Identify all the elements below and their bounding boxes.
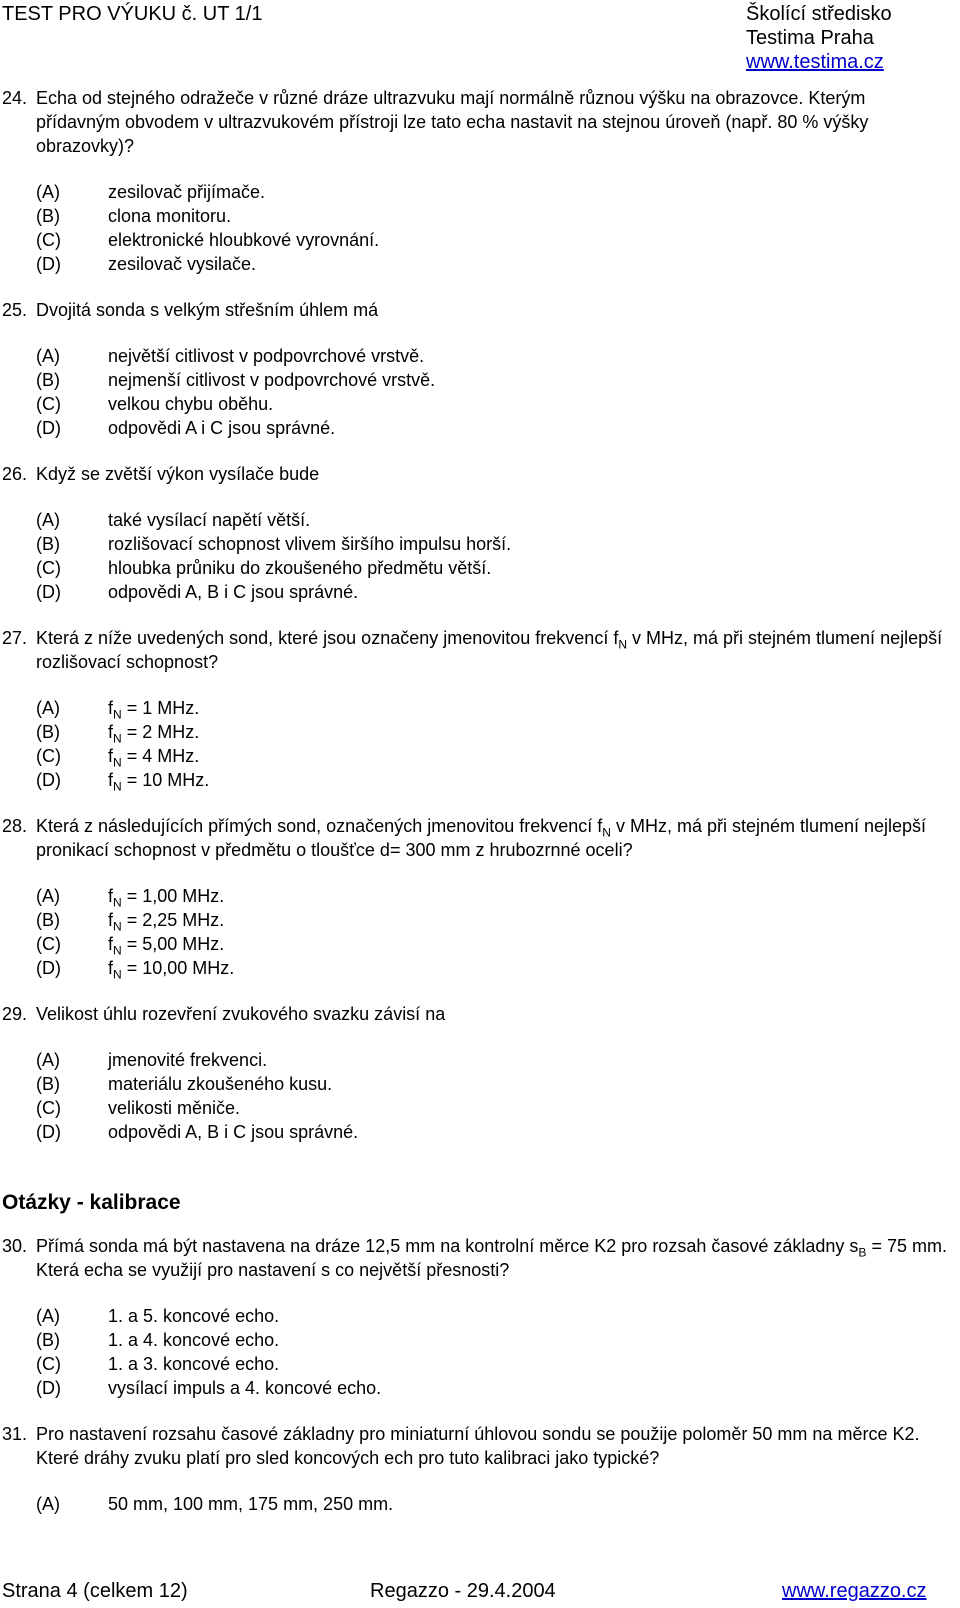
option-a [0,1304,960,1328]
option-c [0,1096,960,1120]
option-b [0,1072,960,1096]
option-c [0,1352,960,1376]
option-a [0,1492,960,1516]
answer-options [0,344,960,440]
question-number: 24. [2,88,28,108]
answer-options [0,180,960,276]
option-letter: (C) [36,1354,61,1374]
option-text-part: = 10 MHz. [121,770,210,790]
option-letter: (C) [36,934,61,954]
question-text-part: v MHz, má při stejném tlumení nejlepší pronikací schopnost v předmětu o tloušťce d= 300 mm z hrubozrnné oceli? [36,816,927,860]
option-d [0,768,960,792]
question-text [36,1234,954,1282]
option-a [0,884,960,908]
answer-options [0,884,960,980]
option-text-part: f [108,958,114,978]
option-letter: (A) [36,1050,60,1070]
question-number: 26. [2,464,28,484]
question-text-part: Která z následujících přímých sond, označených jmenovitou frekvencí f [36,816,603,836]
option-text: clona monitoru. [108,206,232,226]
option-text-part: f [108,722,114,742]
option-text: odpovědi A i C jsou správné. [108,418,336,438]
question-text-part: Přímá sonda má být nastavena na dráze 12,5 mm na kontrolní měrce K2 pro rozsah časové základny s [36,1236,859,1256]
option-c [0,228,960,252]
question-text [36,814,954,862]
option-text [108,720,960,744]
option-text-part: f [108,910,114,930]
option-text-part: f [108,886,114,906]
question-number: 25. [2,300,28,320]
option-text: velikosti měniče. [108,1098,241,1118]
option-letter: (B) [36,534,60,554]
option-letter: (A) [36,510,60,530]
question-27 [0,626,960,792]
question-28 [0,814,960,980]
question-text: Pro nastavení rozsahu časové základny pro miniaturní úhlovou sondu se použije poloměr 50 mm na měrce K2. Které dráhy zvuku platí pro sled koncových ech pro tuto kalibraci jako typické? [36,1424,920,1468]
option-a [0,180,960,204]
subscript: N [113,967,122,982]
answer-options [0,508,960,604]
option-letter: (C) [36,1098,61,1118]
option-a [0,508,960,532]
option-b [0,368,960,392]
option-d [0,1376,960,1400]
option-text: také vysílací napětí větší. [108,510,311,530]
question-24 [0,86,960,276]
question-26 [0,462,960,604]
option-text: nejmenší citlivost v podpovrchové vrstvě. [108,370,436,390]
option-text: 50 mm, 100 mm, 175 mm, 250 mm. [108,1494,394,1514]
question-text-part: Která z níže uvedených sond, které jsou označeny jmenovitou frekvencí f [36,628,619,648]
option-letter: (D) [36,254,61,274]
option-d [0,252,960,276]
answer-options [0,1304,960,1400]
option-letter: (B) [36,722,60,742]
option-text: hloubka průniku do zkoušeného předmětu větší. [108,558,492,578]
option-letter: (B) [36,910,60,930]
page-footer [2,1578,958,1604]
option-letter: (A) [36,886,60,906]
option-text: zesilovač přijímače. [108,182,266,202]
subscript: N [113,779,122,794]
subscript: B [858,1245,867,1260]
option-text: odpovědi A, B i C jsou správné. [108,582,359,602]
option-text [108,768,960,792]
option-c [0,932,960,956]
option-text: odpovědi A, B i C jsou správné. [108,1122,359,1142]
option-text-part: f [108,770,114,790]
option-text-part: = 4 MHz. [121,746,200,766]
option-text-part: = 10,00 MHz. [121,958,235,978]
option-letter: (D) [36,958,61,978]
option-text: zesilovač vysilače. [108,254,257,274]
question-text-part: v MHz, má při stejném tlumení nejlepší rozlišovací schopnost? [36,628,943,672]
option-letter: (D) [36,582,61,602]
subscript: N [113,707,122,722]
option-text-part: = 5,00 MHz. [121,934,225,954]
subscript: N [602,825,611,840]
question-text-part: = 75 mm. Která echa se využijí pro nastavení s co největší přesnosti? [36,1236,947,1280]
header-website-link[interactable]: www.testima.cz [746,51,884,73]
option-letter: (C) [36,746,61,766]
footer-author-date: Regazzo - 29.4.2004 [370,1580,556,1602]
option-text [108,744,960,768]
option-text [108,956,960,980]
question-text: Dvojitá sonda s velkým střešním úhlem má [36,300,379,320]
option-text-part: = 2,25 MHz. [121,910,225,930]
option-letter: (C) [36,394,61,414]
option-letter: (A) [36,182,60,202]
option-a [0,344,960,368]
option-letter: (C) [36,558,61,578]
header-org-line2: Testima Praha [746,27,874,49]
question-number: 30. [2,1236,28,1256]
option-d [0,416,960,440]
question-number: 28. [2,816,28,836]
header-title: TEST PRO VÝUKU č. UT 1/1 [2,3,263,25]
question-text: Když se zvětší výkon vysílače bude [36,464,320,484]
option-text: velkou chybu oběhu. [108,394,274,414]
option-letter: (D) [36,418,61,438]
option-text: největší citlivost v podpovrchové vrstvě. [108,346,425,366]
option-text [108,908,960,932]
option-text-part: = 2 MHz. [121,722,200,742]
footer-page-number: Strana 4 (celkem 12) [2,1580,188,1602]
option-c [0,392,960,416]
option-text-part: f [108,746,114,766]
option-text: 1. a 5. koncové echo. [108,1306,280,1326]
question-text [36,626,954,674]
option-b [0,908,960,932]
option-a [0,696,960,720]
subscript: N [618,637,627,652]
option-letter: (A) [36,1306,60,1326]
subscript: N [113,943,122,958]
header-org-line1: Školící středisko [746,3,892,25]
option-c [0,744,960,768]
question-25 [0,298,960,440]
answer-options [0,696,960,792]
option-letter: (C) [36,230,61,250]
subscript: N [113,731,122,746]
option-d [0,956,960,980]
option-text [108,884,960,908]
question-31 [0,1422,960,1516]
option-letter: (B) [36,206,60,226]
option-text: vysílací impuls a 4. koncové echo. [108,1378,382,1398]
option-b [0,204,960,228]
option-b [0,720,960,744]
option-d [0,1120,960,1144]
option-text-part: f [108,698,114,718]
option-text [108,932,960,956]
option-text: 1. a 4. koncové echo. [108,1330,280,1350]
option-letter: (D) [36,1378,61,1398]
footer-website-link[interactable]: www.regazzo.cz [782,1580,927,1602]
option-text: materiálu zkoušeného kusu. [108,1074,333,1094]
option-text: 1. a 3. koncové echo. [108,1354,280,1374]
option-letter: (B) [36,1330,60,1350]
section-heading: Otázky - kalibrace [2,1191,181,1214]
option-text-part: = 1 MHz. [121,698,200,718]
option-letter: (B) [36,370,60,390]
option-text: jmenovité frekvenci. [108,1050,268,1070]
answer-options [0,1048,960,1144]
option-c [0,556,960,580]
option-text-part: f [108,934,114,954]
question-text: Echa od stejného odražeče v různé dráze ultrazvuku mají normálně různou výšku na obrazovce. Kterým přídavným obvodem v ultrazvukovém přístroji lze tato echa nastavit na stejnou úroveň (např. 80 % výšky obrazovky)? [36,88,869,156]
question-list [0,86,960,1538]
option-letter: (D) [36,1122,61,1142]
answer-options [0,1492,960,1516]
subscript: N [113,755,122,770]
option-d [0,580,960,604]
option-letter: (A) [36,1494,60,1514]
option-b [0,532,960,556]
option-text [108,696,960,720]
question-30 [0,1234,960,1400]
option-letter: (B) [36,1074,60,1094]
option-b [0,1328,960,1352]
question-number: 29. [2,1004,28,1024]
option-text: elektronické hloubkové vyrovnání. [108,230,380,250]
option-text: rozlišovací schopnost vlivem širšího impulsu horší. [108,534,512,554]
question-text: Velikost úhlu rozevření zvukového svazku závisí na [36,1004,446,1024]
question-29 [0,1002,960,1144]
option-a [0,1048,960,1072]
question-number: 27. [2,628,28,648]
option-letter: (A) [36,346,60,366]
option-letter: (D) [36,770,61,790]
option-letter: (A) [36,698,60,718]
header-org [746,2,892,74]
question-number: 31. [2,1424,28,1444]
option-text-part: = 1,00 MHz. [121,886,225,906]
subscript: N [113,919,122,934]
subscript: N [113,895,122,910]
